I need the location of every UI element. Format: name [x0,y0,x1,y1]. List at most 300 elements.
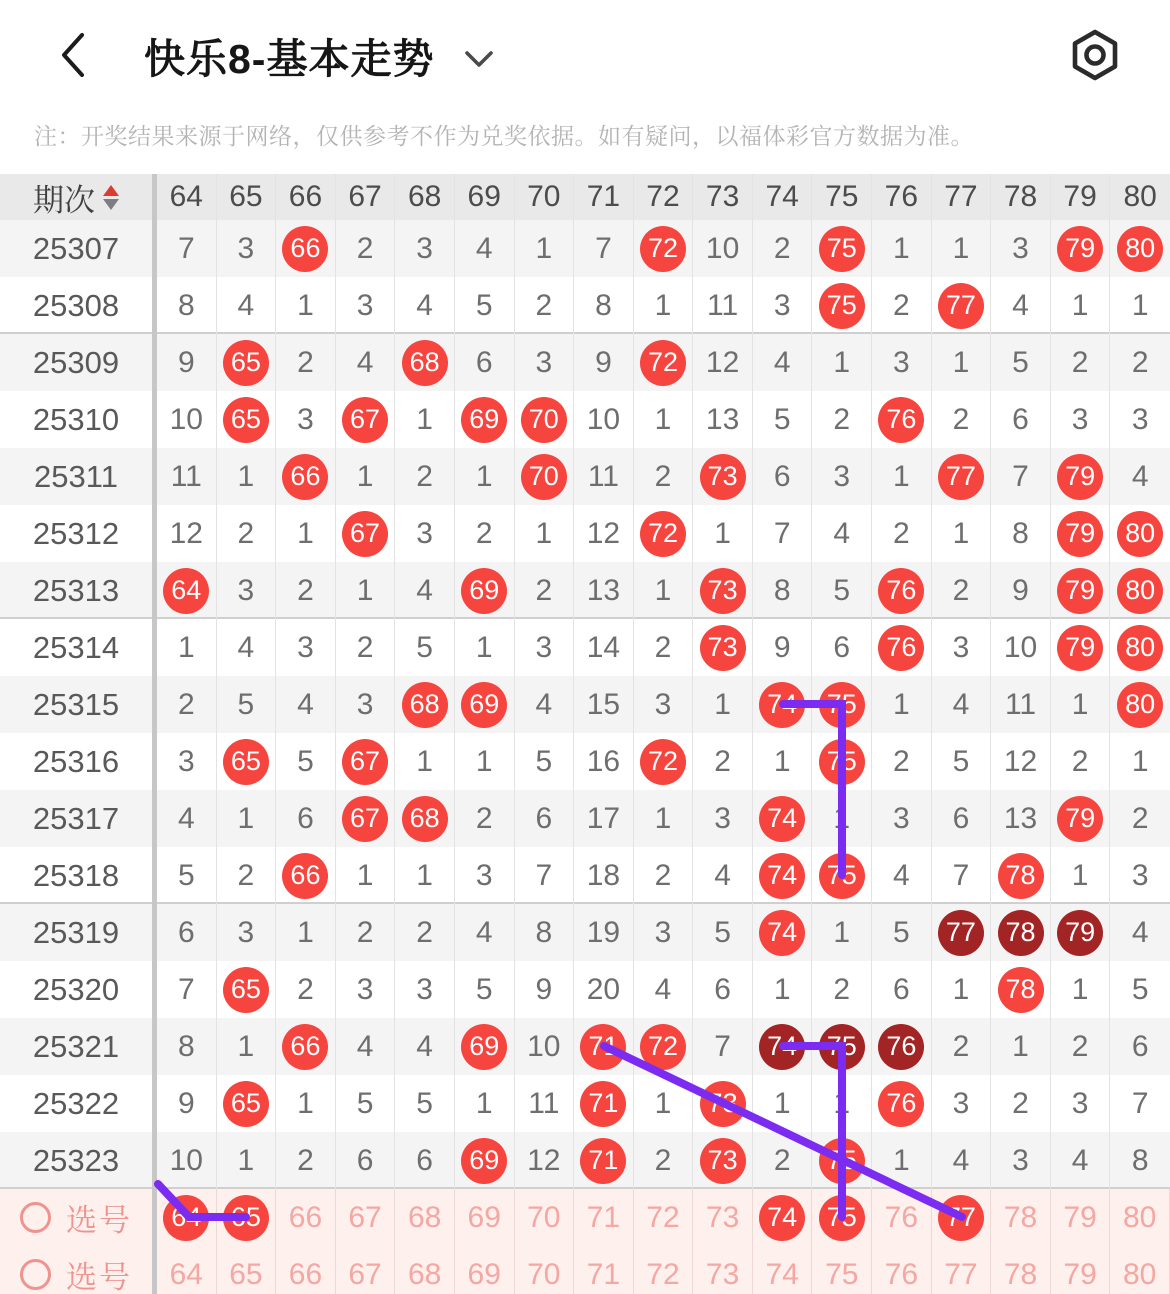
selection-cell[interactable] [693,1189,753,1246]
selectable-number[interactable]: 78 [1003,1257,1038,1291]
table-header-row [0,174,1170,220]
miss-count: 5 [416,1086,433,1120]
selection-cell[interactable] [157,1246,217,1294]
selection-cell[interactable] [991,1189,1051,1246]
sort-asc-icon [103,185,119,196]
selection-cell[interactable] [217,1189,277,1246]
miss-count: 2 [654,858,672,892]
miss-count: 3 [356,288,374,322]
stat-cell [991,448,1051,505]
column-header-label: 78 [1003,180,1038,213]
period-cell [0,1075,157,1132]
stat-cell [634,733,694,790]
miss-count: 4 [1131,459,1149,493]
selectable-number[interactable]: 72 [646,1200,680,1234]
stat-cell [157,277,217,334]
miss-count: 6 [356,1143,374,1177]
period-header-label: 期次 [33,182,95,218]
period-number: 25307 [32,230,120,266]
stat-cell [634,1018,694,1075]
stat-cell [872,220,932,277]
stat-cell [395,1018,455,1075]
stat-cell [574,1018,634,1075]
selectable-number[interactable]: 66 [288,1257,323,1291]
column-header [812,174,872,220]
selection-cell[interactable] [276,1246,336,1294]
stat-cell [753,391,813,448]
column-header-label: 71 [586,180,621,213]
stat-cell [157,904,217,961]
miss-count: 2 [297,1143,314,1177]
miss-count: 9 [773,630,791,664]
miss-count: 2 [773,231,791,265]
drawn-number-ball: 67 [342,739,388,785]
miss-count: 19 [586,915,621,949]
selection-cell[interactable] [455,1189,515,1246]
selection-cell[interactable] [1110,1246,1170,1294]
stat-cell [932,961,992,1018]
selectable-number[interactable]: 71 [586,1200,621,1234]
miss-count: 6 [773,459,791,493]
period-number: 25323 [32,1142,120,1178]
selectable-number[interactable]: 66 [288,1200,323,1234]
miss-count: 6 [1131,1029,1149,1063]
miss-count: 2 [833,402,851,436]
miss-count: 3 [297,402,314,436]
stat-cell [932,1132,992,1189]
column-header [276,174,336,220]
drawn-number-ball: 79 [1057,226,1103,272]
stat-cell [872,391,932,448]
selection-cell[interactable] [1110,1189,1170,1246]
stat-cell [515,562,575,619]
miss-count: 1 [1012,1029,1029,1063]
miss-count: 3 [952,1086,970,1120]
column-header [574,174,634,220]
selectable-number[interactable]: 79 [1063,1200,1097,1234]
stat-cell [276,904,336,961]
period-cell [0,1018,157,1075]
settings-icon[interactable] [1066,25,1124,85]
table-row [0,505,1170,562]
drawn-number-ball: 66 [282,853,328,899]
selection-cell[interactable] [1051,1246,1111,1294]
miss-count: 3 [535,630,553,664]
stat-cell [157,847,217,904]
selection-cell[interactable] [872,1189,932,1246]
stat-cell [693,619,753,676]
stat-cell [634,334,694,391]
column-header-label: 77 [944,180,978,213]
miss-count: 3 [1012,1143,1029,1177]
miss-count: 2 [952,1029,970,1063]
column-header [515,174,575,220]
selectable-number[interactable]: 76 [884,1200,919,1234]
stat-cell [515,505,575,562]
table-row [0,904,1170,961]
selectable-number[interactable]: 79 [1063,1257,1097,1291]
selection-cell[interactable] [753,1189,813,1246]
selection-cell[interactable] [157,1189,217,1246]
stat-cell [812,619,872,676]
stat-cell [157,961,217,1018]
stat-cell [336,448,396,505]
stat-cell [753,448,813,505]
selection-cell[interactable] [515,1189,575,1246]
drawn-number-ball: 76 [878,625,924,671]
miss-count: 7 [595,231,612,265]
stat-cell [634,1075,694,1132]
back-button[interactable] [58,30,92,80]
selection-cell[interactable] [812,1246,872,1294]
stat-cell [812,1075,872,1132]
stat-cell [336,505,396,562]
stat-cell [455,790,515,847]
stat-cell [1051,505,1111,562]
stat-cell [634,505,694,562]
miss-count: 10 [527,1029,561,1063]
stat-cell [1051,562,1111,619]
selectable-number[interactable]: 67 [348,1257,382,1291]
selection-label-cell[interactable] [0,1246,157,1294]
miss-count: 11 [170,459,202,493]
selection-cell[interactable] [336,1246,396,1294]
drawn-number-ball: 79 [1057,625,1103,671]
stat-cell [634,562,694,619]
chevron-down-icon[interactable] [462,48,496,72]
selectable-number[interactable]: 80 [1123,1200,1157,1234]
selectable-number[interactable]: 68 [407,1257,442,1291]
stat-cell [395,220,455,277]
stat-cell [276,277,336,334]
stat-cell [872,334,932,391]
stat-cell [932,505,992,562]
miss-count: 1 [535,231,553,265]
miss-count: 1 [893,687,910,721]
selectable-number[interactable]: 69 [467,1200,501,1234]
miss-count: 5 [237,687,255,721]
selection-cell[interactable] [812,1189,872,1246]
stat-cell [1051,733,1111,790]
column-header [872,174,932,220]
selectable-number[interactable]: 68 [407,1200,442,1234]
table-row [0,619,1170,676]
selection-cell[interactable] [634,1189,694,1246]
drawn-number-ball: 73 [700,1081,746,1127]
stat-cell [1051,847,1111,904]
miss-count: 1 [416,744,433,778]
miss-count: 2 [535,288,553,322]
table-row [0,733,1170,790]
stat-cell [157,790,217,847]
drawn-number-ball: 79 [1057,796,1103,842]
selection-label: 选号 [66,1203,132,1238]
miss-count: 8 [773,573,791,607]
miss-count: 1 [773,744,791,778]
period-cell [0,619,157,676]
selection-cell[interactable] [395,1189,455,1246]
stat-cell [991,733,1051,790]
radio-icon[interactable] [20,1202,51,1233]
stat-cell [872,1018,932,1075]
column-header [1110,174,1170,220]
drawn-number-ball: 76 [878,1024,924,1070]
stat-cell [693,847,753,904]
selectable-number[interactable]: 65 [229,1257,263,1291]
stat-cell [515,448,575,505]
period-cell [0,277,157,334]
stat-cell [395,562,455,619]
stat-cell [276,733,336,790]
stat-cell [693,790,753,847]
column-header-label: 79 [1063,180,1097,213]
selectable-number[interactable]: 74 [765,1257,799,1291]
column-header-label: 72 [646,180,680,213]
stat-cell [395,847,455,904]
drawn-number-ball: 65 [223,967,269,1013]
miss-count: 4 [952,687,970,721]
selectable-number[interactable]: 67 [348,1200,382,1234]
selected-number-ball[interactable]: 77 [938,1195,984,1241]
miss-count: 3 [1071,1086,1089,1120]
selected-number-ball[interactable]: 75 [819,1195,865,1241]
selection-cell[interactable] [515,1246,575,1294]
selection-cell[interactable] [217,1246,277,1294]
stat-cell [336,1132,396,1189]
drawn-number-ball: 74 [759,796,805,842]
stat-cell [634,220,694,277]
stat-cell [1051,334,1111,391]
miss-count: 3 [1071,402,1089,436]
miss-count: 4 [475,231,493,265]
period-number: 25316 [32,743,120,779]
drawn-number-ball: 66 [282,1024,328,1070]
selection-cell[interactable] [276,1189,336,1246]
column-header [455,174,515,220]
stat-cell [574,391,634,448]
stat-cell [693,562,753,619]
column-header-label: 76 [884,180,919,213]
stat-cell [276,505,336,562]
miss-count: 1 [297,915,314,949]
selection-cell[interactable] [932,1189,992,1246]
stat-cell [276,1132,336,1189]
radio-icon[interactable] [20,1259,51,1290]
miss-count: 1 [237,1029,255,1063]
selectable-number[interactable]: 70 [527,1257,561,1291]
drawn-number-ball: 67 [342,397,388,443]
stat-cell [812,334,872,391]
miss-count: 2 [833,972,851,1006]
selection-label-cell[interactable] [0,1189,157,1246]
stat-cell [872,847,932,904]
drawn-number-ball: 75 [819,283,865,329]
period-cell [0,733,157,790]
drawn-number-ball: 77 [938,910,984,956]
table-row [0,676,1170,733]
drawn-number-ball: 75 [819,853,865,899]
column-header [991,174,1051,220]
miss-count: 9 [177,1086,195,1120]
stat-cell [1110,847,1170,904]
stat-cell [574,676,634,733]
miss-count: 4 [773,345,791,379]
table-row [0,391,1170,448]
stat-cell [693,904,753,961]
drawn-number-ball: 68 [402,682,448,728]
stat-cell [1051,961,1111,1018]
selection-cell[interactable] [574,1246,634,1294]
selected-number-ball[interactable]: 74 [759,1195,805,1241]
stat-cell [217,220,277,277]
drawn-number-ball: 65 [223,739,269,785]
stat-cell [336,1018,396,1075]
selection-cell[interactable] [574,1189,634,1246]
selection-cell[interactable] [1051,1189,1111,1246]
selectable-number[interactable]: 69 [467,1257,501,1291]
selectable-number[interactable]: 78 [1003,1200,1038,1234]
stat-cell [515,1075,575,1132]
selectable-number[interactable]: 64 [169,1257,203,1291]
miss-count: 2 [1131,345,1149,379]
drawn-number-ball: 65 [223,340,269,386]
selectable-number[interactable]: 70 [527,1200,561,1234]
miss-count: 2 [1071,1029,1089,1063]
stat-cell [217,1075,277,1132]
stat-cell [336,1075,396,1132]
selectable-number[interactable]: 75 [825,1257,859,1291]
miss-count: 1 [654,801,672,835]
stat-cell [336,619,396,676]
stat-cell [812,448,872,505]
miss-count: 5 [177,858,195,892]
stat-cell [276,1018,336,1075]
stat-cell [217,847,277,904]
stat-cell [336,790,396,847]
stat-cell [991,1075,1051,1132]
miss-count: 3 [1131,402,1149,436]
selection-cell[interactable] [753,1246,813,1294]
selected-number-ball[interactable]: 64 [163,1195,209,1241]
stat-cell [991,334,1051,391]
miss-count: 2 [416,915,433,949]
stat-cell [455,676,515,733]
stat-cell [693,334,753,391]
miss-count: 7 [1012,459,1029,493]
stat-cell [574,448,634,505]
miss-count: 5 [952,744,970,778]
miss-count: 3 [177,744,195,778]
miss-count: 2 [654,1143,672,1177]
stat-cell [872,904,932,961]
stat-cell [1110,619,1170,676]
selected-number-ball[interactable]: 65 [223,1195,269,1241]
miss-count: 1 [297,1086,314,1120]
miss-count: 5 [893,915,910,949]
stat-cell [872,676,932,733]
miss-count: 1 [475,459,493,493]
miss-count: 5 [535,744,553,778]
stat-cell [395,505,455,562]
miss-count: 4 [714,858,731,892]
miss-count: 1 [416,858,433,892]
miss-count: 2 [773,1143,791,1177]
selection-cell[interactable] [395,1246,455,1294]
selection-cell[interactable] [455,1246,515,1294]
stat-cell [634,1132,694,1189]
miss-count: 1 [1071,858,1089,892]
stat-cell [1110,676,1170,733]
selection-cell[interactable] [872,1246,932,1294]
miss-count: 4 [416,288,433,322]
selection-cell[interactable] [991,1246,1051,1294]
sort-desc-icon [103,199,119,210]
miss-count: 5 [297,744,314,778]
miss-count: 1 [833,1086,851,1120]
selection-cell[interactable] [634,1246,694,1294]
selection-cell[interactable] [693,1246,753,1294]
miss-count: 1 [952,516,970,550]
selectable-number[interactable]: 77 [944,1257,978,1291]
miss-count: 6 [177,915,195,949]
stat-cell [574,1132,634,1189]
miss-count: 1 [1071,687,1089,721]
column-header-label: 80 [1123,180,1157,213]
selectable-number[interactable]: 80 [1123,1257,1157,1291]
selection-cell[interactable] [336,1189,396,1246]
selectable-number[interactable]: 73 [705,1257,740,1291]
stat-cell [693,1132,753,1189]
stat-cell [872,733,932,790]
stat-cell [991,847,1051,904]
selectable-number[interactable]: 72 [646,1257,680,1291]
period-cell [0,220,157,277]
miss-count: 1 [654,573,672,607]
drawn-number-ball: 78 [998,853,1044,899]
miss-count: 1 [714,516,731,550]
stat-cell [276,619,336,676]
selectable-number[interactable]: 76 [884,1257,919,1291]
stat-cell [455,334,515,391]
stat-cell [872,790,932,847]
miss-count: 1 [952,972,970,1006]
selection-cell[interactable] [932,1246,992,1294]
selectable-number[interactable]: 73 [705,1200,740,1234]
period-cell [0,334,157,391]
miss-count: 7 [952,858,970,892]
period-sort-control[interactable] [33,175,119,220]
table-row [0,562,1170,619]
stat-cell [932,790,992,847]
period-header-cell[interactable] [0,174,157,220]
stat-cell [932,391,992,448]
period-number: 25308 [32,287,120,323]
miss-count: 4 [237,630,255,664]
stat-cell [157,448,217,505]
period-cell [0,961,157,1018]
stat-cell [217,904,277,961]
miss-count: 10 [1003,630,1038,664]
stat-cell [753,733,813,790]
stat-cell [336,334,396,391]
selectable-number[interactable]: 71 [586,1257,621,1291]
miss-count: 3 [535,345,553,379]
drawn-number-ball: 73 [700,454,746,500]
table-row [0,1132,1170,1189]
drawn-number-ball: 64 [163,568,209,614]
column-header [336,174,396,220]
stat-cell [395,448,455,505]
